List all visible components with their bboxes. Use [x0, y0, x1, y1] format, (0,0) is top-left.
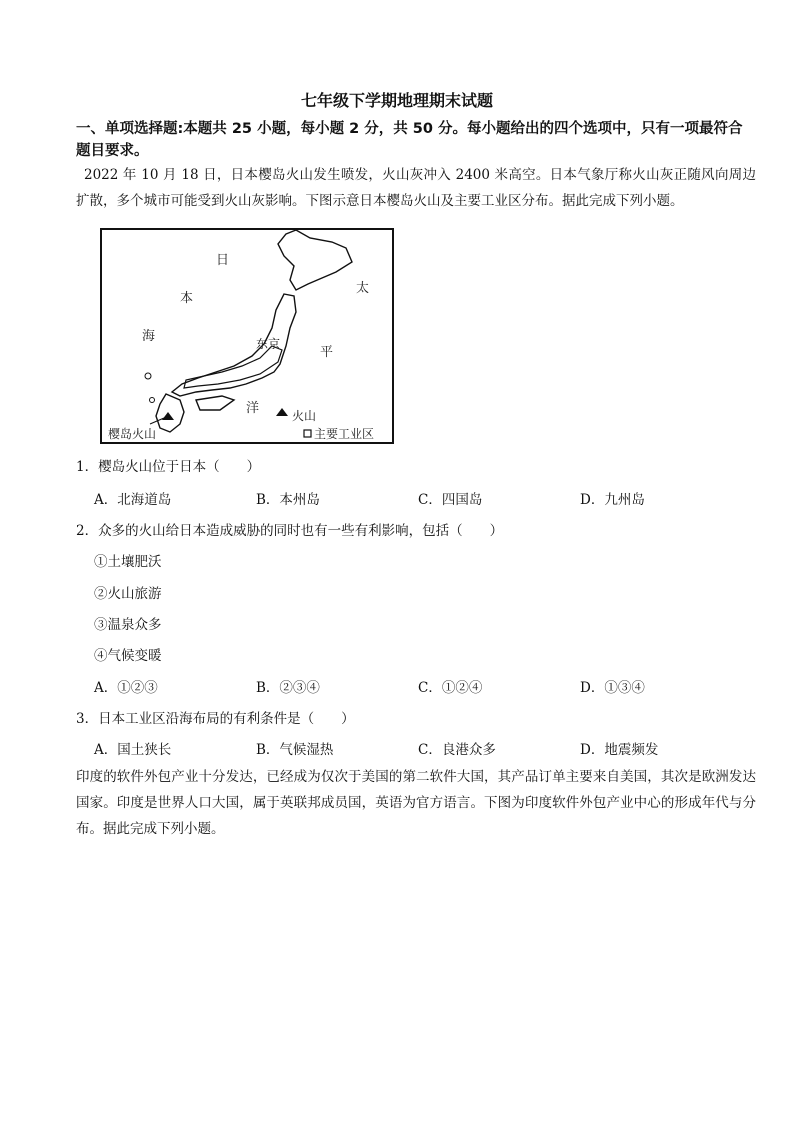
- q3-option-c[interactable]: C．良港众多: [418, 742, 496, 758]
- q1-option-a[interactable]: A．北海道岛: [94, 492, 172, 508]
- map-label-sakurajima: 樱岛火山: [108, 427, 157, 441]
- map-label-ping: 平: [320, 345, 334, 360]
- q2-statement-1: ①土壤肥沃: [94, 554, 162, 570]
- passage-japan: 2022 年 10 月 18 日，日本樱岛火山发生喷发，火山灰冲入 2400 米高空。日本气象厅称火山灰正随风向周边扩散，多个城市可能受到火山灰影响。下图示意日本樱岛火山及主要工业区分布。据此完成下列小题。: [76, 167, 756, 209]
- map-label-ri: 日: [216, 253, 230, 268]
- map-label-yang: 洋: [246, 401, 260, 416]
- map-label-hai: 海: [142, 329, 156, 344]
- q1-option-b[interactable]: B．本州岛: [256, 492, 320, 508]
- q2-option-d[interactable]: D．①③④: [580, 680, 645, 696]
- q2-statement-4: ④气候变暖: [94, 648, 162, 664]
- q2-option-b[interactable]: B．②③④: [256, 680, 320, 696]
- q3-option-b[interactable]: B．气候湿热: [256, 742, 334, 758]
- legend-industrial-label: 主要工业区: [314, 427, 375, 441]
- q3-option-a[interactable]: A．国土狭长: [94, 742, 172, 758]
- legend-volcano-label: 火山: [292, 409, 317, 423]
- map-label-ben: 本: [180, 291, 194, 306]
- legend-industrial-symbol: [304, 430, 311, 437]
- q2-option-a[interactable]: A．①②③: [94, 680, 158, 696]
- map-label-tai: 太: [356, 281, 370, 296]
- q1-option-c[interactable]: C．四国岛: [418, 492, 483, 508]
- page-title: 七年级下学期地理期末试题: [300, 91, 493, 110]
- section-header: 一、单项选择题:本题共 25 小题，每小题 2 分，共 50 分。每小题给出的四个选项中，只有一项最符合题目要求。: [76, 121, 743, 159]
- map-label-tokyo: 东京: [256, 337, 281, 351]
- q2-statement-3: ③温泉众多: [94, 617, 162, 633]
- question-1-stem: 1．樱岛火山位于日本（ ）: [76, 459, 261, 475]
- japan-map: [100, 228, 394, 444]
- question-2-stem: 2．众多的火山给日本造成威胁的同时也有一些有利影响，包括（ ）: [76, 523, 504, 539]
- q2-option-c[interactable]: C．①②④: [418, 680, 483, 696]
- q2-statement-2: ②火山旅游: [94, 586, 162, 602]
- passage-india: 印度的软件外包产业十分发达，已经成为仅次于美国的第二软件大国，其产品订单主要来自美国，其次是欧洲发达国家。印度是世界人口大国，属于英联邦成员国，英语为官方语言。下图为印度软件外包产业中心的形成年代与分布。据此完成下列小题。: [76, 769, 756, 837]
- q3-option-d[interactable]: D．地震频发: [580, 742, 659, 758]
- question-3-stem: 3．日本工业区沿海布局的有利条件是（ ）: [76, 711, 355, 727]
- q1-option-d[interactable]: D．九州岛: [580, 492, 645, 508]
